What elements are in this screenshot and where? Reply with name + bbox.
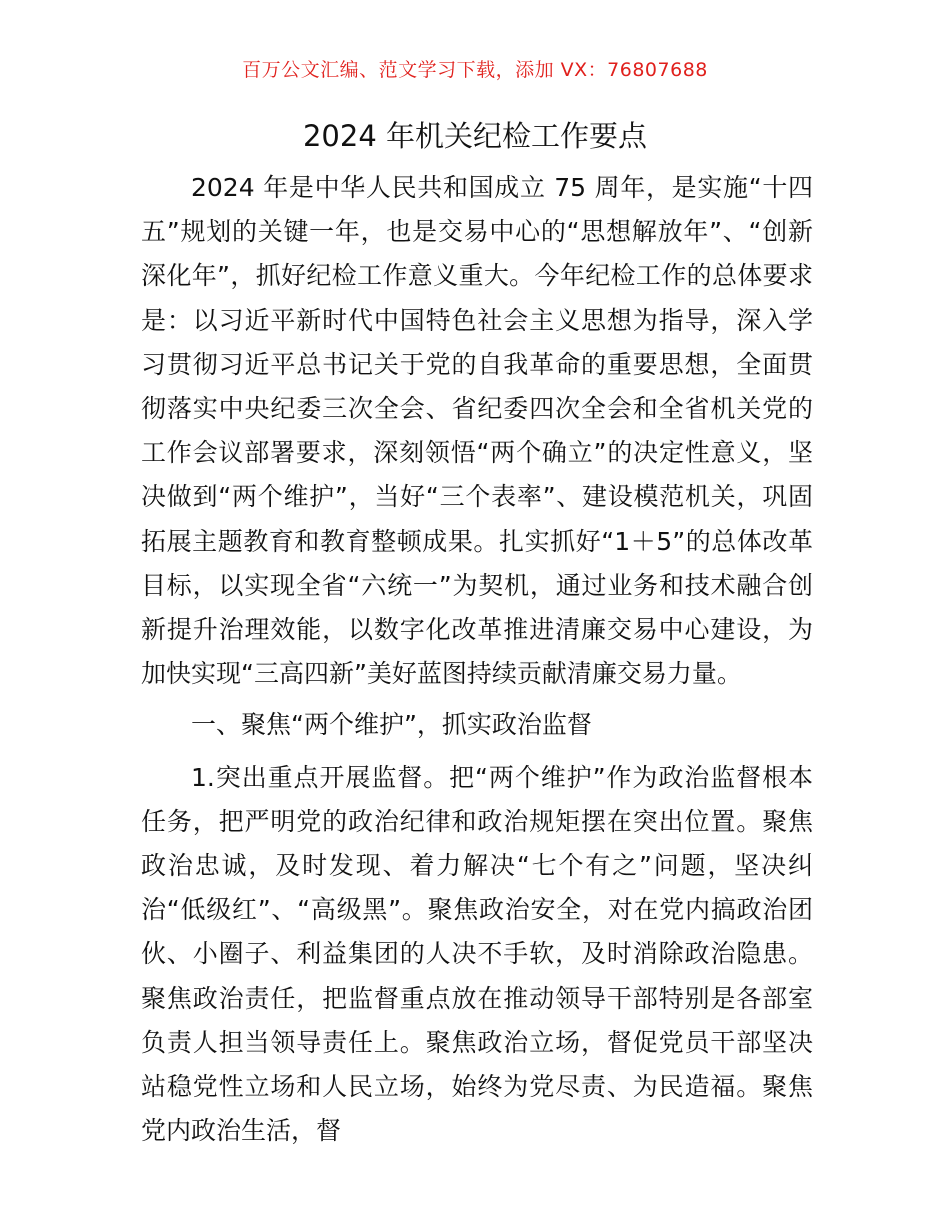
document-body: [141, 166, 813, 1153]
header-note: 百万公文汇编、范文学习下载，添加 VX：76807688: [242, 59, 708, 81]
section-1-item-1: 1.突出重点开展监督。把“两个维护”作为政治监督根本任务，把严明党的政治纪律和政治规矩摆在突出位置。聚焦政治忠诚，及时发现、着力解决“七个有之”问题，坚决纠治“低级红”、“高级黑”。聚焦政治安全，对在党内搞政治团伙、小圈子、利益集团的人决不手软，及时消除政治隐患。聚焦政治责任，把监督重点放在推动领导干部特别是各部室负责人担当领导责任上。聚焦政治立场，督促党员干部坚决站稳党性立场和人民立场，始终为党尽责、为民造福。聚焦党内政治生活，督: [141, 762, 813, 1146]
document-title: 2024 年机关纪检工作要点: [302, 119, 648, 153]
intro-paragraph: 2024 年是中华人民共和国成立 75 周年，是实施“十四五”规划的关键一年，也是交易中心的“思想解放年”、“创新深化年”，抓好纪检工作意义重大。今年纪检工作的总体要求是：以习近平新时代中国特色社会主义思想为指导，深入学习贯彻习近平总书记关于党的自我革命的重要思想，全面贯彻落实中央纪委三次全会、省纪委四次全会和全省机关党的工作会议部署要求，深刻领悟“两个确立”的决定性意义，坚决做到“两个维护”，当好“三个表率”、建设模范机关，巩固拓展主题教育和教育整顿成果。扎实抓好“1＋5”的总体改革目标，以实现全省“六统一”为契机，通过业务和技术融合创新提升治理效能，以数字化改革推进清廉交易中心建设，为加快实现“三高四新”美好蓝图持续贡献清廉交易力量。: [141, 173, 813, 689]
section-heading-1: 一、聚焦“两个维护”，抓实政治监督: [191, 710, 592, 740]
